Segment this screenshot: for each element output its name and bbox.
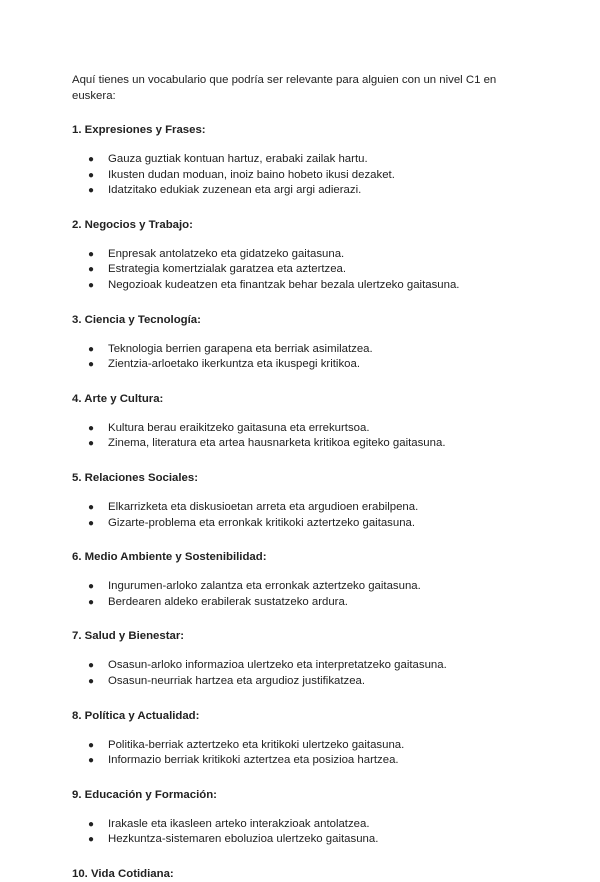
list-item-text: Elkarrizketa eta diskusioetan arreta eta argudioen erabilpena. [108, 500, 419, 513]
list-item-text: Ingurumen-arloko zalantza eta erronkak aztertzeko gaitasuna. [108, 580, 421, 593]
list-item-text: Berdearen aldeko erabilerak sustatzeko ardura. [108, 595, 348, 608]
list-item-text: Politika-berriak aztertzeko eta kritikoki ulertzeko gaitasuna. [108, 738, 405, 751]
list-item [72, 658, 532, 674]
list-item [72, 436, 532, 452]
list-item-text: Irakasle eta ikasleen arteko interakzioak antolatzea. [108, 817, 370, 830]
list-item [72, 817, 532, 833]
bullet-icon: ● [88, 154, 95, 165]
section [72, 123, 532, 199]
bullet-icon: ● [88, 438, 95, 450]
list-item-text: Informazio berriak kritikoki aztertzea eta posizioa hartzea. [108, 754, 399, 767]
bullet-icon: ● [88, 264, 95, 276]
bullet-icon: ● [88, 501, 95, 513]
list-item [72, 674, 532, 690]
bullet-list [72, 342, 532, 373]
list-item-text: Ikusten dudan moduan, inoiz baino hobeto ikusi dezaket. [108, 168, 395, 181]
bullet-icon: ● [88, 596, 95, 608]
bullet-list [72, 658, 532, 689]
list-item [72, 738, 532, 754]
bullet-icon: ● [88, 739, 95, 751]
bullet-list [72, 817, 532, 848]
bullet-icon: ● [88, 169, 95, 181]
list-item [72, 278, 532, 294]
section [72, 788, 532, 848]
bullet-icon: ● [88, 675, 95, 687]
list-item-text: Zinema, literatura eta artea hausnarketa kritikoa egiteko gaitasuna. [108, 437, 446, 450]
section-heading: 4. Arte y Cultura: [72, 392, 164, 405]
bullet-list [72, 738, 532, 769]
section [72, 471, 532, 531]
list-item [72, 579, 532, 595]
bullet-icon: ● [88, 755, 95, 767]
list-item [72, 753, 532, 769]
document-content [72, 73, 532, 882]
list-item-text: Kultura berau eraikitzeko gaitasuna eta errekurtsoa. [108, 421, 370, 434]
section-heading: 5. Relaciones Sociales: [72, 471, 198, 484]
bullet-icon: ● [88, 359, 95, 371]
section-heading: 10. Vida Cotidiana: [72, 867, 174, 880]
bullet-list [72, 500, 532, 531]
bullet-list [72, 247, 532, 294]
list-item-text: Osasun-arloko informazioa ulertzeko eta interpretatzeko gaitasuna. [108, 659, 447, 672]
list-item-text: Estrategia komertzialak garatzea eta aztertzea. [108, 263, 347, 276]
section [72, 550, 532, 610]
list-item [72, 357, 532, 373]
bullet-icon: ● [88, 818, 95, 830]
bullet-icon: ● [88, 343, 95, 355]
bullet-list [72, 421, 532, 452]
list-item [72, 247, 532, 263]
list-item-text: Teknologia berrien garapena eta berriak asimilatzea. [108, 342, 373, 355]
list-item-text: Enpresak antolatzeko eta gidatzeko gaitasuna. [108, 247, 345, 260]
list-item [72, 595, 532, 611]
list-item-text: Osasun-neurriak hartzea eta argudioz justifikatzea. [108, 674, 366, 687]
list-item [72, 832, 532, 848]
list-item [72, 516, 532, 532]
section-heading: 2. Negocios y Trabajo: [72, 218, 193, 231]
list-item [72, 152, 532, 168]
section-heading: 9. Educación y Formación: [72, 788, 217, 801]
list-item [72, 168, 532, 184]
bullet-icon: ● [88, 422, 95, 434]
list-item-text: Idatzitako edukiak zuzenean eta argi argi adierazi. [108, 184, 362, 197]
section-heading: 6. Medio Ambiente y Sostenibilidad: [72, 551, 267, 564]
section [72, 313, 532, 373]
bullet-icon: ● [88, 660, 95, 672]
list-item-text: Zientzia-arloetako ikerkuntza eta ikuspegi kritikoa. [108, 358, 360, 371]
bullet-list [72, 579, 532, 610]
bullet-icon: ● [88, 517, 95, 529]
bullet-icon: ● [88, 834, 95, 846]
bullet-icon: ● [88, 185, 95, 197]
bullet-list [72, 152, 532, 199]
list-item-text: Negozioak kudeatzen eta finantzak behar bezala ulertzeko gaitasuna. [108, 278, 460, 291]
list-item [72, 500, 532, 516]
intro-paragraph: Aquí tienes un vocabulario que podría ser relevante para alguien con un nivel C1 en euskera: [72, 74, 497, 102]
section [72, 218, 532, 294]
list-item [72, 342, 532, 358]
section [72, 629, 532, 689]
list-item-text: Gauza guztiak kontuan hartuz, erabaki zailak hartu. [108, 153, 368, 165]
section-heading: 7. Salud y Bienestar: [72, 630, 185, 643]
bullet-icon: ● [88, 248, 95, 260]
list-item-text: Gizarte-problema eta erronkak kritikoki aztertzeko gaitasuna. [108, 516, 416, 529]
section-heading: 8. Política y Actualidad: [72, 709, 200, 722]
bullet-icon: ● [88, 581, 95, 593]
list-item [72, 421, 532, 437]
section [72, 709, 532, 769]
list-item [72, 262, 532, 278]
list-item-text: Hezkuntza-sistemaren eboluzioa ulertzeko gaitasuna. [108, 833, 379, 846]
section [72, 867, 532, 882]
section [72, 392, 532, 452]
bullet-icon: ● [88, 279, 95, 291]
list-item [72, 183, 532, 199]
section-heading: 3. Ciencia y Tecnología: [72, 313, 201, 326]
section-heading: 1. Expresiones y Frases: [72, 124, 206, 136]
